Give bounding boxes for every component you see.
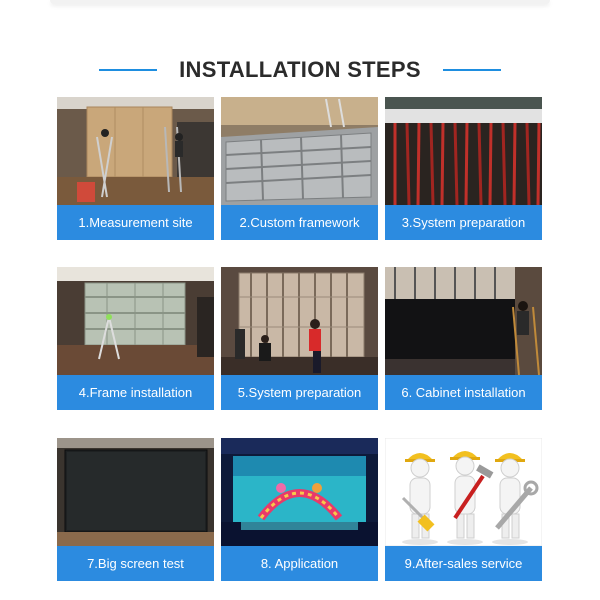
step-card-1 bbox=[57, 97, 214, 240]
step-3-photo bbox=[385, 97, 542, 205]
step-card-7 bbox=[57, 438, 214, 581]
step-5-photo bbox=[221, 267, 378, 375]
step-2-photo bbox=[221, 97, 378, 205]
step-4-caption: 4.Frame installation bbox=[57, 375, 214, 410]
step-4-photo bbox=[57, 267, 214, 375]
step-6-photo bbox=[385, 267, 542, 375]
step-1-photo bbox=[57, 97, 214, 205]
step-card-8 bbox=[221, 438, 378, 581]
step-7-caption: 7.Big screen test bbox=[57, 546, 214, 581]
step-7-photo bbox=[57, 438, 214, 546]
step-9-caption: 9.After-sales service bbox=[385, 546, 542, 581]
step-card-2 bbox=[221, 97, 378, 240]
heading-right-rule bbox=[443, 69, 501, 71]
step-8-photo bbox=[221, 438, 378, 546]
step-8-caption: 8. Application bbox=[221, 546, 378, 581]
step-5-caption: 5.System preparation bbox=[221, 375, 378, 410]
step-3-caption: 3.System preparation bbox=[385, 205, 542, 240]
heading-left-rule bbox=[99, 69, 157, 71]
step-card-6 bbox=[385, 267, 542, 410]
step-6-caption: 6. Cabinet installation bbox=[385, 375, 542, 410]
step-9-photo bbox=[385, 438, 542, 546]
step-card-9 bbox=[385, 438, 542, 581]
step-1-caption: 1.Measurement site bbox=[57, 205, 214, 240]
section-heading bbox=[0, 52, 600, 88]
steps-grid bbox=[57, 97, 543, 581]
step-2-caption: 2.Custom framework bbox=[221, 205, 378, 240]
step-card-5 bbox=[221, 267, 378, 410]
step-card-4 bbox=[57, 267, 214, 410]
step-card-3 bbox=[385, 97, 542, 240]
top-strip-divider bbox=[50, 0, 550, 4]
page-title: INSTALLATION STEPS bbox=[179, 57, 421, 82]
